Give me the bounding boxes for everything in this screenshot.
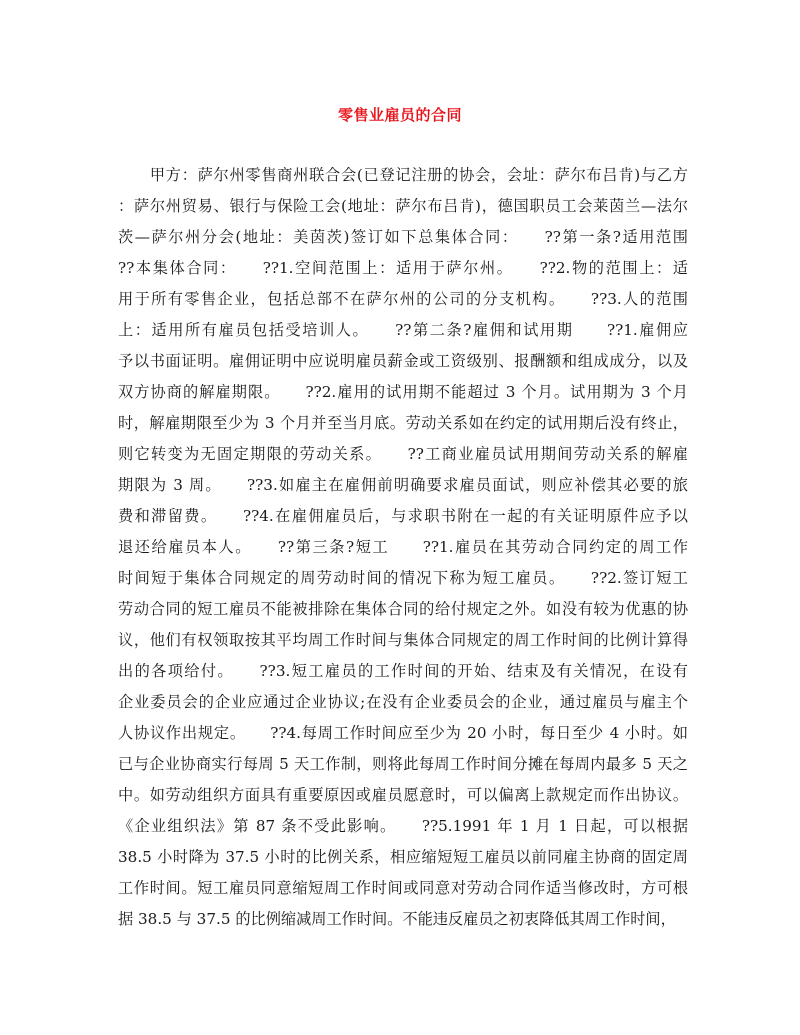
body-line: 《企业组织法》第 87 条不受此影响。 ??5.1991 年 1 月 1 日起，可以根据 xyxy=(118,817,688,835)
body-line: 则它转变为无固定期限的劳动关系。 ??工商业雇员试用期间劳动关系的解雇 xyxy=(118,445,688,463)
body-line: 甲方：萨尔州零售商州联合会(已登记注册的协会，会址：萨尔布吕肯)与乙方 xyxy=(118,166,688,184)
body-line: 议，他们有权领取按其平均周工作时间与集体合同规定的周工作时间的比例计算得 xyxy=(118,631,688,649)
body-line: 期限为 3 周。 ??3.如雇主在雇佣前明确要求雇员面试，则应补偿其必要的旅 xyxy=(118,476,688,494)
body-line: 企业委员会的企业应通过企业协议;在没有企业委员会的企业，通过雇员与雇主个 xyxy=(118,693,688,711)
body-line: 出的各项给付。 ??3.短工雇员的工作时间的开始、结束及有关情况，在设有 xyxy=(118,662,688,680)
body-line: 上：适用所有雇员包括受培训人。 ??第二条?雇佣和试用期 ??1.雇佣应 xyxy=(118,321,688,339)
body-line: 工作时间。短工雇员同意缩短周工作时间或同意对劳动合同作适当修改时，方可根 xyxy=(118,879,688,897)
body-line: 时间短于集体合同规定的周劳动时间的情况下称为短工雇员。 ??2.签订短工 xyxy=(118,569,688,587)
body-line: 人协议作出规定。 ??4.每周工作时间应至少为 20 小时，每日至少 4 小时。如 xyxy=(118,724,688,742)
body-line: 双方协商的解雇期限。 ??2.雇用的试用期不能超过 3 个月。试用期为 3 个月 xyxy=(118,383,688,401)
body-line: 劳动合同的短工雇员不能被排除在集体合同的给付规定之外。如没有较为优惠的协 xyxy=(118,600,688,618)
body-line: 用于所有零售企业，包括总部不在萨尔州的公司的分支机构。 ??3.人的范围 xyxy=(118,290,688,308)
body-line: 据 38.5 与 37.5 的比例缩减周工作时间。不能违反雇员之初衷降低其周工作时间， xyxy=(118,910,676,928)
body-line: 予以书面证明。雇佣证明中应说明雇员薪金或工资级别、报酬额和组成成分，以及 xyxy=(118,352,688,370)
body-line: ??本集体合同： ??1.空间范围上：适用于萨尔州。 ??2.物的范围上：适 xyxy=(118,259,688,277)
document-title: 零售业雇员的合同 xyxy=(337,106,462,124)
body-line: 中。如劳动组织方面具有重要原因或雇员愿意时，可以偏离上款规定而作出协议。 xyxy=(118,786,688,804)
body-line: ：萨尔州贸易、银行与保险工会(地址：萨尔布吕肯)，德国职员工会莱茵兰—法尔 xyxy=(118,197,688,215)
body-line: 已与企业协商实行每周 5 天工作制，则将此每周工作时间分摊在每周内最多 5 天之 xyxy=(118,755,688,773)
body-line: 费和滞留费。 ??4.在雇佣雇员后，与求职书附在一起的有关证明原件应予以 xyxy=(118,507,688,525)
body-line: 时，解雇期限至少为 3 个月并至当月底。劳动关系如在约定的试用期后没有终止， xyxy=(118,414,688,432)
document-body xyxy=(118,160,688,935)
body-line: 茨—萨尔州分会(地址：美茵茨)签订如下总集体合同： ??第一条?适用范围 xyxy=(118,228,688,246)
body-line: 38.5 小时降为 37.5 小时的比例关系，相应缩短短工雇员以前同雇主协商的固定周 xyxy=(118,848,688,866)
body-line: 退还给雇员本人。 ??第三条?短工 ??1.雇员在其劳动合同约定的周工作 xyxy=(118,538,688,556)
